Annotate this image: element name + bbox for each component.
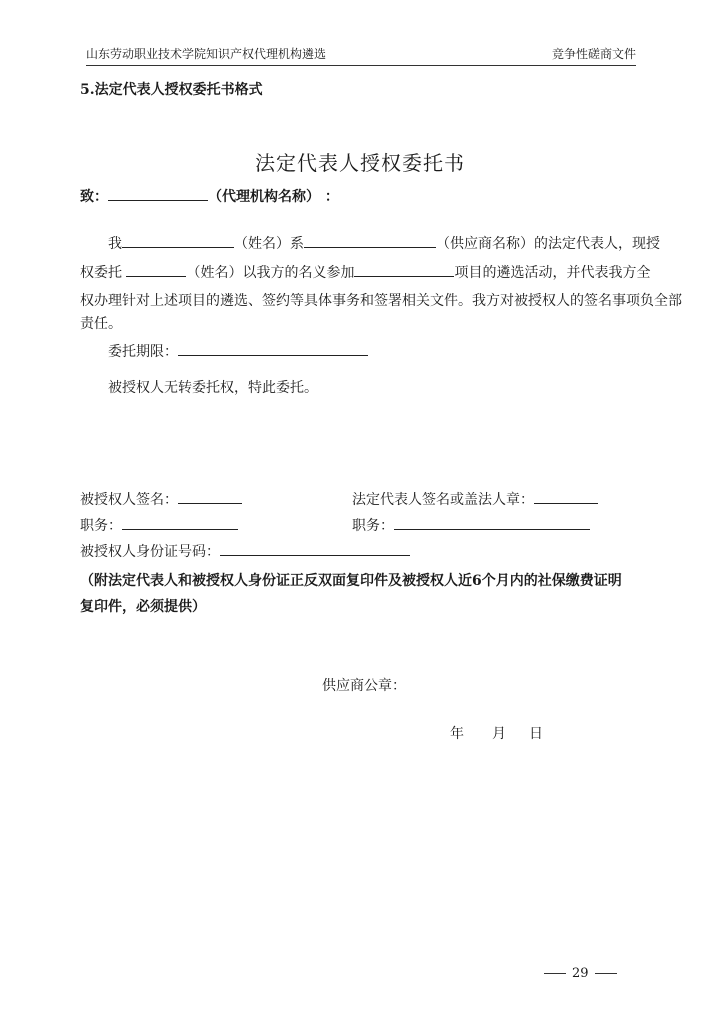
position-right-label: 职务： xyxy=(352,518,394,534)
footer-dash-left xyxy=(544,973,566,974)
text-segment: 权委托 xyxy=(80,265,127,281)
position-left-label: 职务： xyxy=(80,518,122,534)
agency-name-blank[interactable] xyxy=(108,186,208,201)
project-name-blank[interactable] xyxy=(354,262,454,277)
date-year: 年 xyxy=(450,726,464,742)
legal-rep-sign-line xyxy=(352,489,598,509)
text-segment: （供应商名称）的法定代表人，现授 xyxy=(436,236,660,252)
supplier-name-blank[interactable] xyxy=(304,233,436,248)
page-header xyxy=(86,47,636,66)
section-title: 5.法定代表人授权委托书格式 xyxy=(80,82,263,98)
authorized-sign-line xyxy=(80,489,242,509)
addressee-prefix: 致： xyxy=(80,189,108,205)
no-transfer-statement: 被授权人无转委托权，特此委托。 xyxy=(108,380,318,396)
position-right-blank[interactable] xyxy=(394,515,590,530)
id-number-blank[interactable] xyxy=(220,541,410,556)
authorized-sign-blank[interactable] xyxy=(178,489,242,504)
id-number-label: 被授权人身份证号码： xyxy=(80,544,220,560)
header-right-title: 竞争性磋商文件 xyxy=(551,47,636,61)
addressee-suffix: （代理机构名称） ： xyxy=(208,189,339,205)
legal-rep-sign-blank[interactable] xyxy=(534,489,598,504)
text-segment: （姓名）以我方的名义参加 xyxy=(186,265,355,281)
paragraph-line-1 xyxy=(108,233,660,253)
addressee-line xyxy=(80,186,339,206)
document-title: 法定代表人授权委托书 xyxy=(255,151,465,175)
position-left-line xyxy=(80,515,238,535)
attachment-note-line-2: 复印件，必须提供） xyxy=(80,599,206,615)
id-number-line xyxy=(80,541,410,561)
page-footer xyxy=(538,966,623,981)
position-right-line xyxy=(352,515,590,535)
paragraph-line-2 xyxy=(80,262,650,282)
paragraph-line-3: 权办理针对上述项目的遴选、签约等具体事务和签署相关文件。我方对被授权人的签名事项负全部 xyxy=(80,293,682,309)
page-number: 29 xyxy=(572,966,589,981)
authorized-name-blank[interactable] xyxy=(126,262,186,277)
text-segment: 项目的遴选活动，并代表我方全 xyxy=(454,265,651,281)
date-day: 日 xyxy=(529,726,543,742)
paragraph-line-4: 责任。 xyxy=(80,316,122,332)
header-left-title: 山东劳动职业技术学院知识产权代理机构遴选 xyxy=(86,47,327,61)
legal-rep-name-blank[interactable] xyxy=(122,233,234,248)
text-segment: 我 xyxy=(108,236,122,252)
term-label: 委托期限： xyxy=(108,344,178,360)
date-month: 月 xyxy=(492,726,506,742)
term-line xyxy=(108,341,368,361)
footer-dash-right xyxy=(595,973,617,974)
text-segment: （姓名）系 xyxy=(234,236,304,252)
supplier-seal-label: 供应商公章： xyxy=(322,678,406,694)
attachment-note-line-1: （附法定代表人和被授权人身份证正反双面复印件及被授权人近6个月内的社保缴费证明 xyxy=(80,573,622,589)
legal-rep-sign-label: 法定代表人签名或盖法人章： xyxy=(352,492,534,508)
term-blank[interactable] xyxy=(178,341,368,356)
position-left-blank[interactable] xyxy=(122,515,238,530)
authorized-sign-label: 被授权人签名： xyxy=(80,492,178,508)
